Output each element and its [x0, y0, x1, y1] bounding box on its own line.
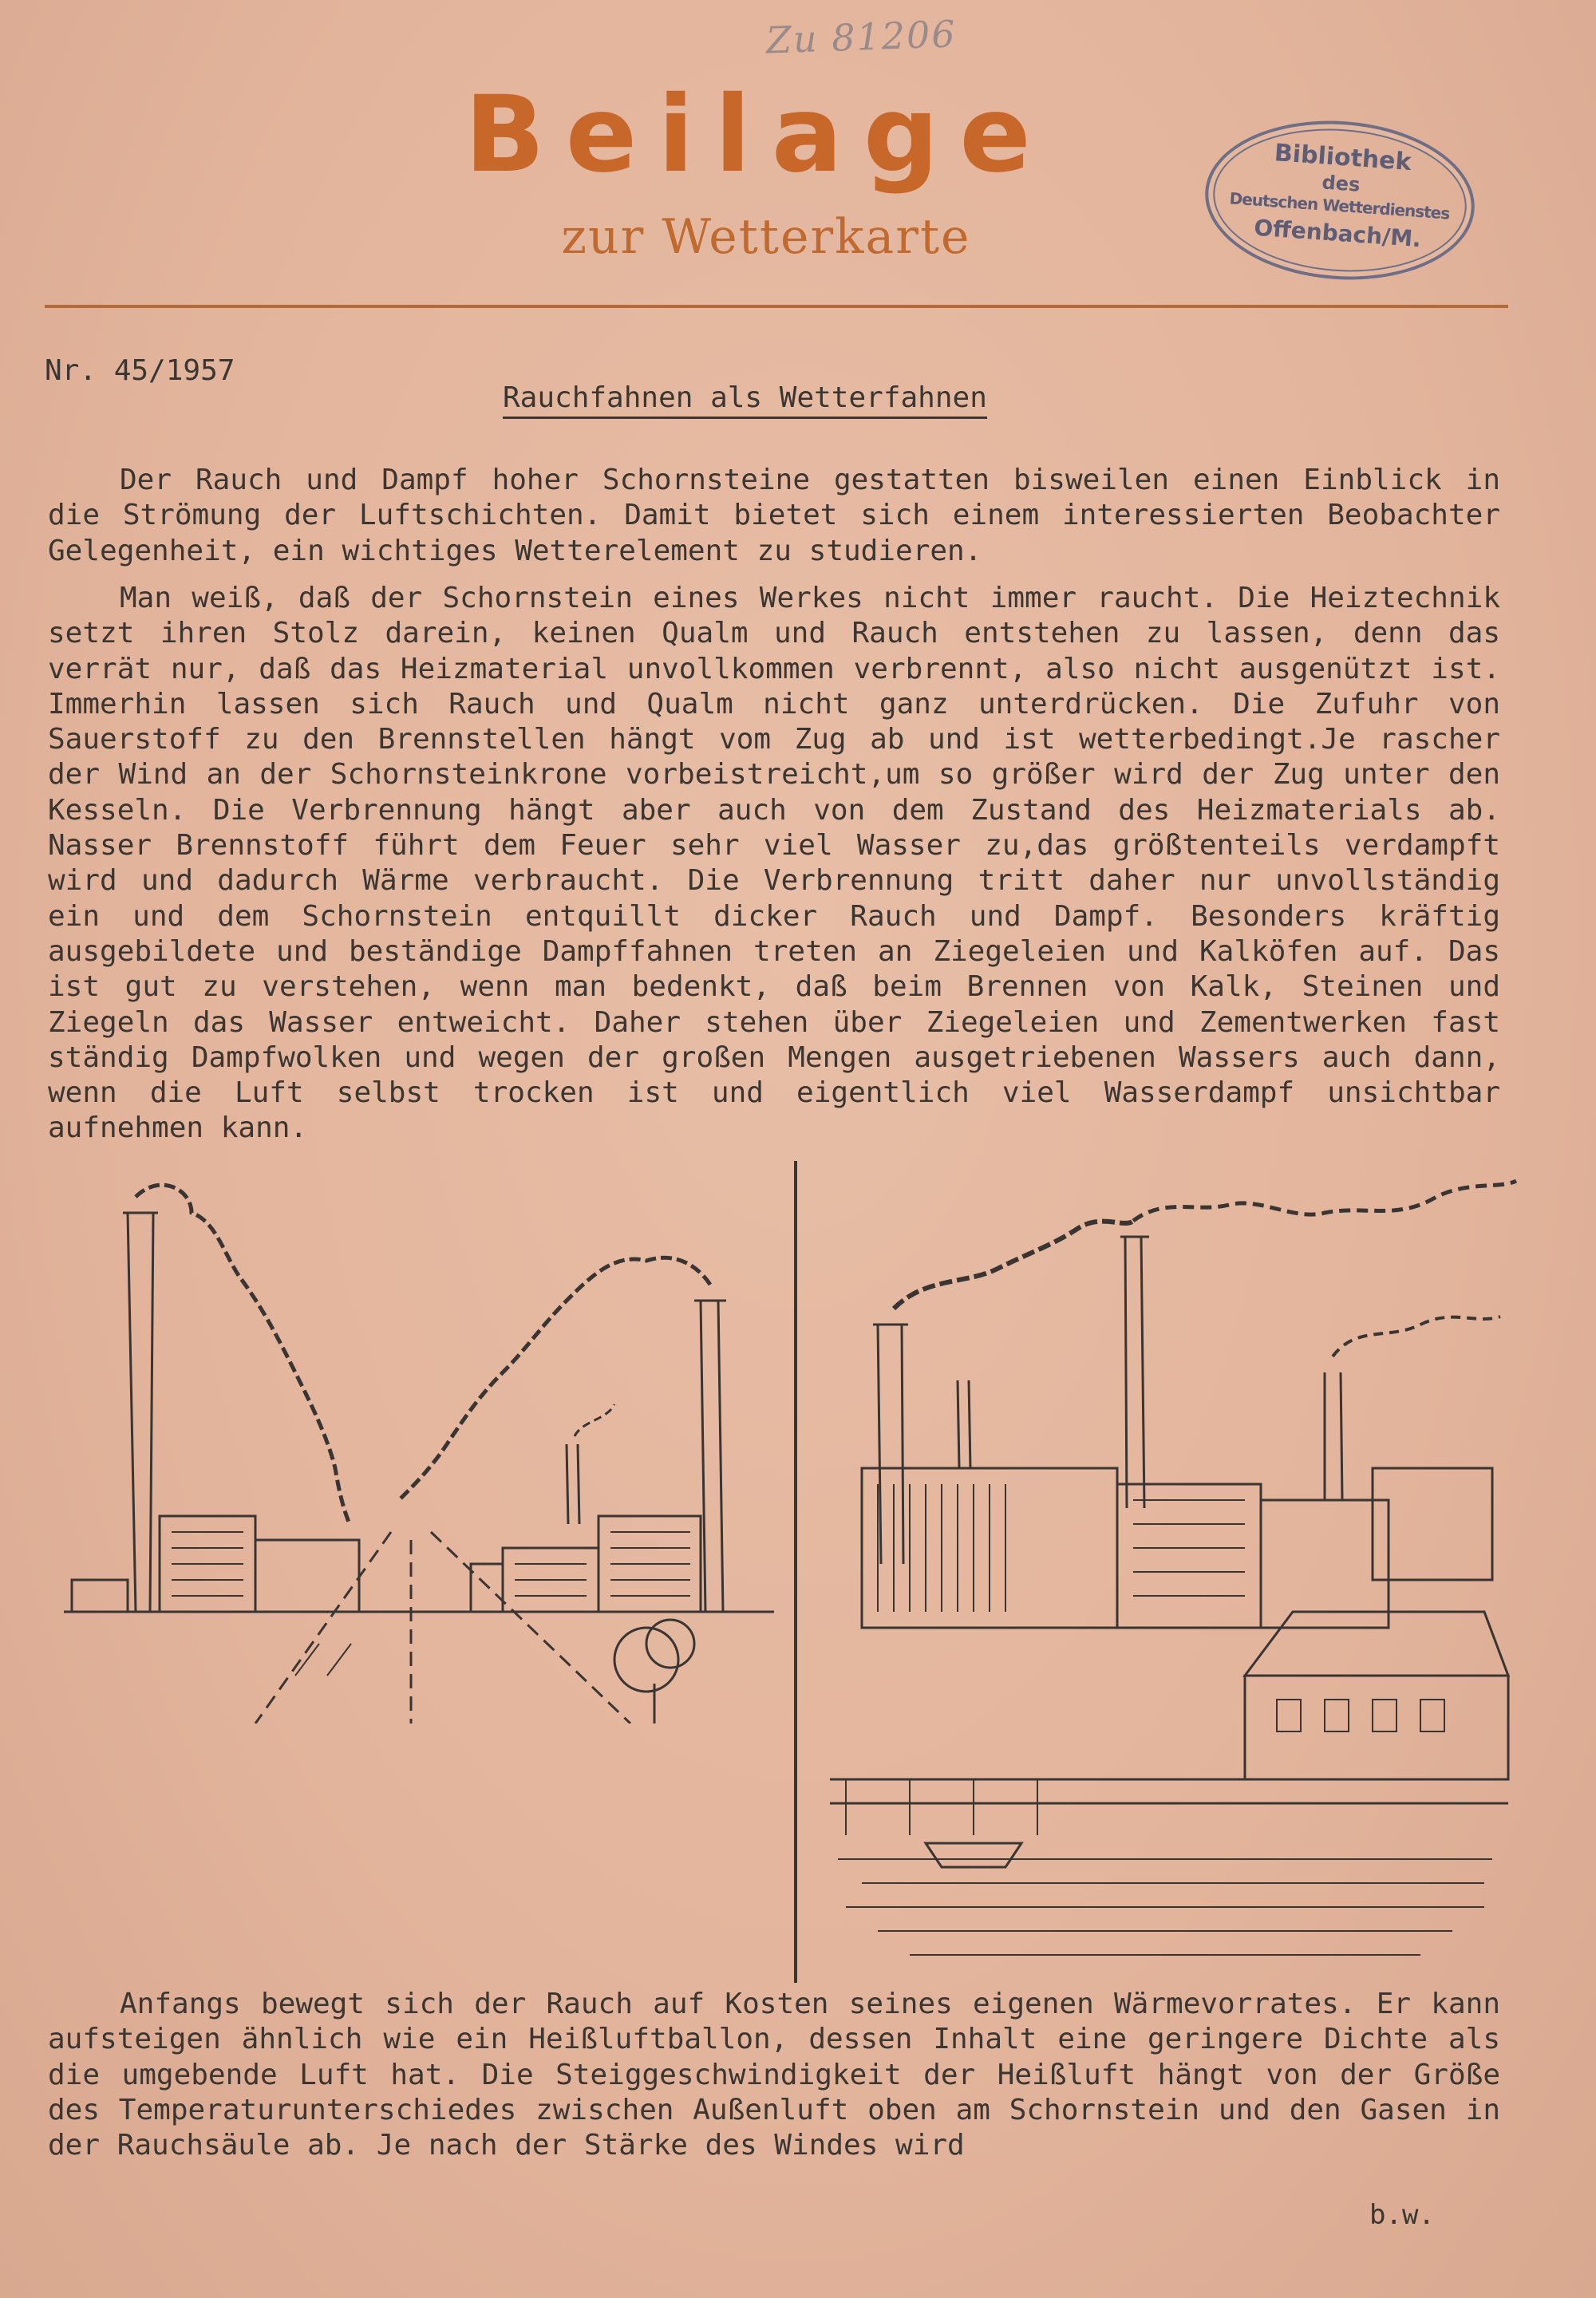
- header-rule: [45, 305, 1508, 308]
- paragraph-1: Der Rauch und Dampf hoher Schornsteine gestatten bisweilen einen Einblick in die Strömung der Luftschichten. Damit bietet sich einem interessierten Beobachter Gelegenheit, ein wichtiges Wetterelement zu studieren.: [48, 464, 1500, 567]
- paragraph-3: Anfangs bewegt sich der Rauch auf Kosten seines eigenen Wärmevorrates. Er kann aufsteigen ähnlich wie ein Heißluftballon, dessen Inhalt eine geringere Dichte als die umgebende Luft hat. Die Steiggeschwindigkeit der Heißluft hängt von der Größe des Temperaturunterschiedes zwischen Außenluft oben am Schornstein und den Gasen in der Rauchsäule ab. Je nach der Stärke des Windes wird: [48, 1988, 1500, 2162]
- page-title: Beilage: [464, 73, 1052, 196]
- article-heading: Rauchfahnen als Wetterfahnen: [503, 381, 987, 419]
- stamp-line-1: Bibliothek: [1273, 139, 1412, 177]
- right-illustration: [814, 1165, 1524, 1963]
- stamp-line-2: des: [1321, 171, 1361, 196]
- illustration-divider: [794, 1161, 797, 1983]
- pencil-annotation: Zu 81206: [765, 12, 958, 62]
- page-subtitle: zur Wetterkarte: [561, 209, 971, 265]
- continue-note: b.w.: [1369, 2199, 1435, 2231]
- left-illustration: [56, 1165, 782, 1724]
- paragraph-2: Man weiß, daß der Schornstein eines Werkes nicht immer raucht. Die Heiztechnik setzt ihren Stolz darein, keinen Qualm und Rauch entstehen zu lassen, denn das verrät nur, daß das Heizmaterial unvollkommen verbrennt, also nicht ausgenützt ist. Immerhin lassen sich Rauch und Qualm nicht ganz unterdrücken. Die Zufuhr von Sauerstoff zu den Brennstellen hängt vom Zug ab und ist wetterbedingt.Je rascher der Wind an der Schornsteinkrone vorbeistreicht,um so größer wird der Zug unter den Kesseln. Die Verbrennung hängt aber auch von dem Zustand des Heizmaterials ab. Nasser Brennstoff führt dem Feuer sehr viel Wasser zu,das größtenteils verdampft wird und dadurch Wärme verbraucht. Die Verbrennung tritt daher nur unvollständig ein und dem Schornstein entquillt dicker Rauch und Dampf. Besonders kräftig ausgebildete und beständige Dampffahnen treten an Ziegeleien und Kalköfen auf. Das ist gut zu verstehen, wenn man bedenkt, daß beim Brennen von Kalk, Steinen und Ziegeln das Wasser entweicht. Daher stehen über Ziegeleien und Zementwerken fast ständig Dampfwolken und wegen der großen Mengen ausgetriebenen Wassers auch dann, wenn die Luft selbst trocken ist und eigentlich viel Wasserdampf unsichtbar aufnehmen kann.: [48, 582, 1500, 1145]
- stamp-line-4: Offenbach/M.: [1253, 214, 1422, 253]
- stamp-line-3: Deutschen Wetterdienstes: [1228, 188, 1451, 223]
- document-number: Nr. 45/1957: [45, 354, 235, 387]
